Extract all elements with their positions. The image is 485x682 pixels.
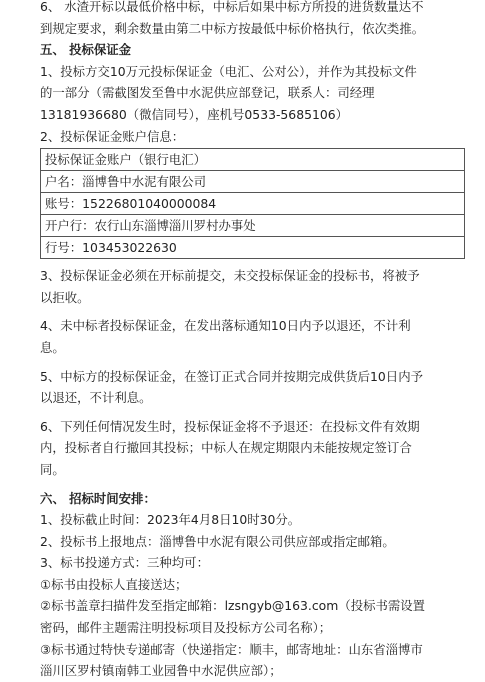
item-5-3-line-1: 3、投标保证金必须在开标前提交，未交投标保证金的投标书，将被予 — [40, 268, 420, 284]
guarantee-account-table — [40, 148, 465, 259]
item-6-3: 3、标书投递方式：三种均可： — [40, 555, 209, 571]
item-5-2: 2、投标保证金账户信息： — [40, 128, 185, 144]
delivery-way-3-line-2: 淄川区罗村镇南韩工业园鲁中水泥供应部）； — [40, 663, 282, 679]
section-5-title: 五、 投标保证金 — [40, 42, 132, 58]
item-6-1: 1、投标截止时间：2023年4月8日10时30分。 — [40, 512, 301, 528]
account-number: 账号：15226801040000084 — [41, 193, 465, 215]
item-5-3-line-2: 以拒收。 — [40, 289, 90, 305]
item-6-line-2: 到规定要求，剩余数量由第二中标方按最低中标价格执行，依次类推。 — [40, 20, 425, 36]
section-6-title: 六、 招标时间安排： — [40, 490, 156, 506]
account-bank: 开户行：农行山东淄博淄川罗村办事处 — [41, 215, 465, 237]
delivery-way-1: ①标书由投标人直接送达； — [40, 576, 188, 592]
item-5-1-line-2: 的一部分（需截图发至鲁中水泥供应部登记，联系人：司经理 — [40, 85, 375, 101]
table-header: 投标保证金账户（银行电汇） — [41, 149, 465, 171]
item-5-1-line-1: 1、投标方交10万元投标保证金（电汇、公对公），并作为其投标文件 — [40, 63, 417, 79]
item-5-5-line-2: 以退还，不计利息。 — [40, 390, 152, 406]
item-5-1-line-3: 13181936680（微信同号），座机号0533-5685106） — [40, 106, 349, 122]
delivery-way-3-line-1: ③标书通过特快专递邮寄（快递指定：顺丰，邮寄地址：山东省淄博市 — [40, 641, 423, 657]
bank-code: 行号：103453022630 — [41, 237, 465, 259]
delivery-way-2-line-1: ②标书盖章扫描件发至指定邮箱：lzsngyb@163.com（投标书需设置 — [40, 598, 426, 614]
item-5-6-line-3: 同。 — [40, 461, 65, 477]
item-6-line-1: 6、 水渣开标以最低价格中标，中标后如果中标方所投的进货数量达不 — [40, 0, 424, 14]
item-5-5-line-1: 5、中标方的投标保证金，在签订正式合同并按期完成供货后10日内予 — [40, 368, 423, 384]
delivery-way-2-line-2: 密码，邮件主题需注明投标项目及投标方公司名称）； — [40, 620, 332, 636]
item-5-6-line-2: 内，投标者自行撤回其投标；中标人在规定期限内未能按规定签订合 — [40, 440, 412, 456]
item-5-4-line-2: 息。 — [40, 339, 65, 355]
item-5-6-line-1: 6、下列任何情况发生时，投标保证金将不予退还：在投标文件有效期 — [40, 418, 420, 434]
item-5-4-line-1: 4、未中标者投标保证金，在发出落标通知10日内予以退还，不计利 — [40, 318, 411, 334]
account-name: 户名：淄博鲁中水泥有限公司 — [41, 171, 465, 193]
item-6-2: 2、投标书上报地点：淄博鲁中水泥有限公司供应部或指定邮箱。 — [40, 533, 395, 549]
